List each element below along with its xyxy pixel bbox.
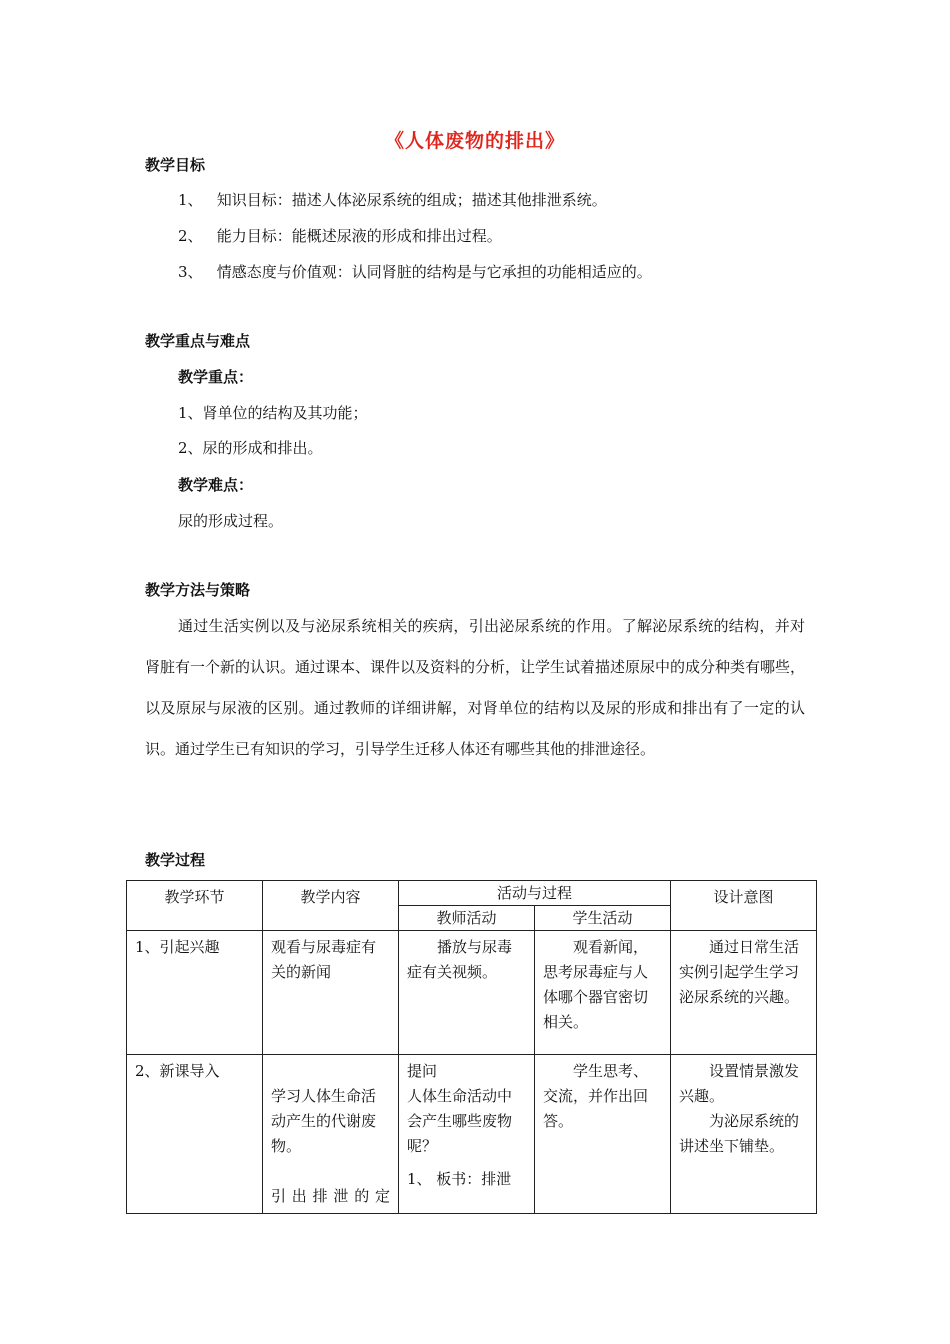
header-stage: 教学环节 [127,881,263,931]
key-points-label: 教学重点： [178,368,254,386]
goal-number: 1、 [178,191,203,209]
table-row [127,1055,817,1214]
row-stage: 1、引起兴趣 [127,931,263,1055]
key-point-item: 2、尿的形成和排出。 [178,439,323,457]
row-stage: 2、新课导入 [127,1055,263,1214]
row-teacher-part: 提问 [407,1062,438,1080]
header-teacher: 教师活动 [399,906,535,931]
row-content-part: 学习人体生命活动产生的代谢废物。 [271,1087,377,1155]
section-heading-goals: 教学目标 [145,156,206,174]
goal-text: 知识目标：描述人体泌尿系统的组成；描述其他排泄系统。 [216,191,607,209]
difficult-points-label: 教学难点： [178,476,254,494]
goal-item [178,261,652,282]
section-heading-key-points: 教学重点与难点 [145,332,251,350]
goal-text: 能力目标：能概述尿液的形成和排出过程。 [216,227,502,245]
row-content [263,1055,399,1214]
row-intent-part: 为泌尿系统的讲述坐下铺垫。 [679,1112,800,1155]
row-student-activity: 学生思考、交流，并作出回答。 [535,1055,671,1214]
key-point-item: 1、肾单位的结构及其功能； [178,404,368,422]
row-intent: 通过日常生活实例引起学生学习泌尿系统的兴趣。 [671,931,817,1055]
document-title: 《人体废物的排出》 [384,130,565,152]
row-content-part: 引出排泄的定 [271,1187,390,1205]
row-intent-part: 设置情景激发兴趣。 [679,1062,800,1105]
row-student-activity: 观看新闻，思考尿毒症与人体哪个器官密切相关。 [535,931,671,1055]
table-row [127,931,817,1055]
methods-paragraph: 通过生活实例以及与泌尿系统相关的疾病，引出泌尿系统的作用。了解泌尿系统的结构，并对肾脏有一个新的认识。通过课本、课件以及资料的分析，让学生试着描述原尿中的成分种类有哪些，以及原尿与尿液的区别。通过教师的详细讲解，对肾单位的结构以及尿的形成和排出有了一定的认识。通过学生已有知识的学习，引导学生迁移人体还有哪些其他的排泄途径。 [145,617,806,758]
row-teacher-part: 人体生命活动中会产生哪些废物呢？ [407,1087,513,1155]
row-intent [671,1055,817,1214]
goal-item [178,189,607,210]
goal-item [178,225,502,246]
goal-number: 3、 [178,263,203,281]
row-teacher-part: 1、 板书：排泄 [407,1170,512,1188]
header-student: 学生活动 [535,906,671,931]
goal-text: 情感态度与价值观：认同肾脏的结构是与它承担的功能相适应的。 [216,263,652,281]
row-teacher-activity: 播放与尿毒症有关视频。 [399,931,535,1055]
section-heading-process: 教学过程 [145,851,206,869]
difficult-point-text: 尿的形成过程。 [178,512,284,530]
process-table [126,880,817,1214]
header-activity: 活动与过程 [399,881,671,906]
table-header-row [127,881,817,906]
goal-number: 2、 [178,227,203,245]
row-content: 观看与尿毒症有关的新闻 [263,931,399,1055]
header-intent: 设计意图 [671,881,817,931]
header-content: 教学内容 [263,881,399,931]
section-heading-methods: 教学方法与策略 [145,581,251,599]
row-teacher-activity [399,1055,535,1214]
